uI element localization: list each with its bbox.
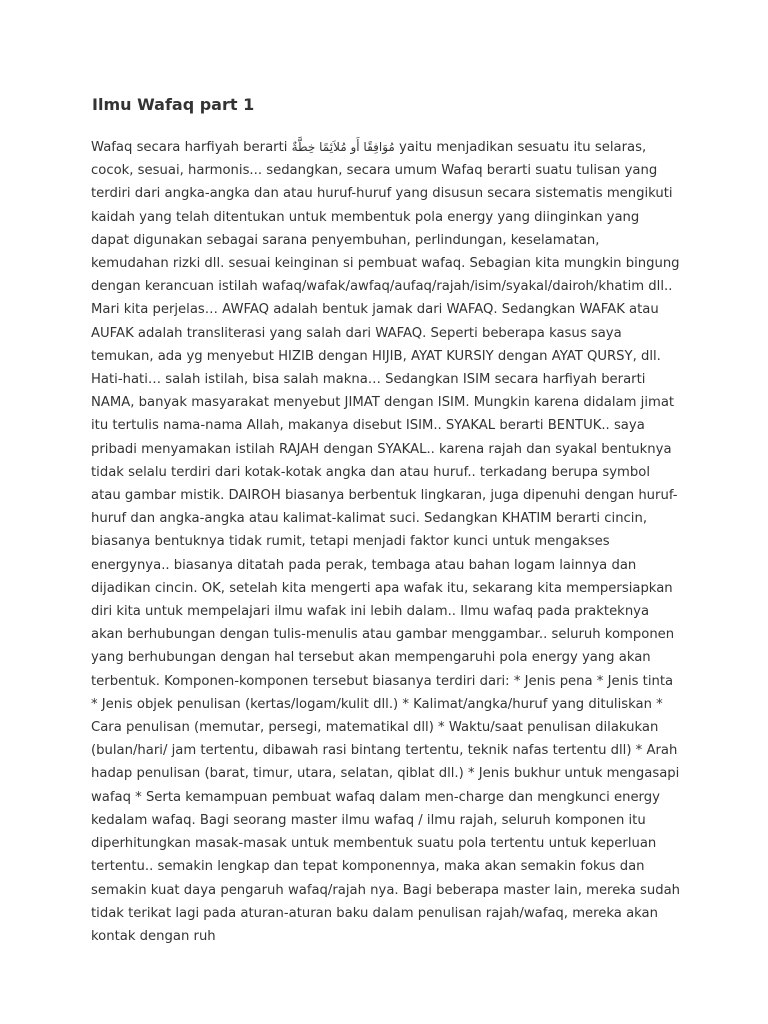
body-text: yaitu menjadikan sesuatu itu selaras, cocok, sesuai, harmonis... sedangkan, secara umum Wafaq berarti suatu tulisan yang terdiri dari angka-angka dan atau huruf-huruf yang disusun secara sistematis mengikuti kaidah yang telah ditentukan untuk membentuk pola energy yang diinginkan yang dapat digunakan sebagai sarana penyembuhan, perlindungan, keselamatan, kemudahan rizki dll. sesuai keinginan si pembuat wafaq. Sebagian kita mungkin bingung dengan kerancuan istilah wafaq/wafak/awfaq/aufaq/rajah/isim/syakal/dairoh/khatim dll.. Mari kita perjelas… AWFAQ adalah bentuk jamak dari WAFAQ. Sedangkan WAFAK atau AUFAK adalah transliterasi yang salah dari WAFAQ. Seperti beberapa kasus saya temukan, ada yg menyebut HIZIB dengan HIJIB, AYAT KURSIY dengan AYAT QURSY, dll. Hati-hati… salah istilah, bisa salah makna… Sedangkan ISIM secara harfiyah berarti NAMA, banyak masyarakat menyebut JIMAT dengan ISIM. Mungkin karena didalam jimat itu tertulis nama-nama Allah, makanya disebut ISIM.. SYAKAL berarti BENTUK.. saya pribadi menyamakan istilah RAJAH dengan SYAKAL.. karena rajah dan syakal bentuknya tidak selalu terdiri dari kotak-kotak angka dan atau huruf.. terkadang berupa symbol atau gambar mistik. DAIROH biasanya berbentuk lingkaran, juga dipenuhi dengan huruf-huruf dan angka-angka atau kalimat-kalimat suci. Sedangkan KHATIM berarti cincin, biasanya bentuknya tidak rumit, tetapi menjadi faktor kunci untuk mengakses energynya.. biasanya ditatah pada perak, tembaga atau bahan logam lainnya dan dijadikan cincin. OK, setelah kita mengerti apa wafak itu, sekarang kita mempersiapkan diri kita untuk mempelajari ilmu wafak ini lebih dalam.. Ilmu wafaq pada prakteknya akan berhubungan dengan tulis-menulis atau gambar menggambar.. seluruh komponen yang berhubungan dengan hal tersebut akan mempengaruhi pola energy yang akan terbentuk. Komponen-komponen tersebut biasanya terdiri dari: * Jenis pena * Jenis tinta * Jenis objek penulisan (kertas/logam/kulit dll.) * Kalimat/angka/huruf yang dituliskan * Cara penulisan (memutar, persegi, matematikal dll) * Waktu/saat penulisan dilakukan (bulan/hari/ jam tertentu, dibawah rasi bintang tertentu, teknik nafas tertentu dll) * Arah hadap penulisan (barat, timur, utara, selatan, qiblat dll.) * Jenis bukhur untuk mengasapi wafaq * Serta kemampuan pembuat wafaq dalam men-charge dan mengkunci energy kedalam wafaq. Bagi seorang master ilmu wafaq / ilmu rajah, seluruh komponen itu diperhitungkan masak-masak untuk membentuk suatu pola tertentu untuk keperluan tertentu.. semakin lengkap dan tepat komponennya, maka akan semakin fokus dan semakin kuat daya pengaruh wafaq/rajah nya. Bagi beberapa master lain, mereka sudah tidak terikat lagi pada aturan-aturan baku dalam penulisan rajah/wafaq, mereka akan kontak dengan ruh <box>91 140 681 944</box>
document-title: Ilmu Wafaq part 1 <box>92 95 255 114</box>
body-intro: Wafaq secara harfiyah berarti <box>91 140 288 155</box>
document-body <box>91 136 681 948</box>
arabic-term: مُوَافِقًا أَو مُلاَئِمًا خِطَّةٌ <box>291 140 395 154</box>
